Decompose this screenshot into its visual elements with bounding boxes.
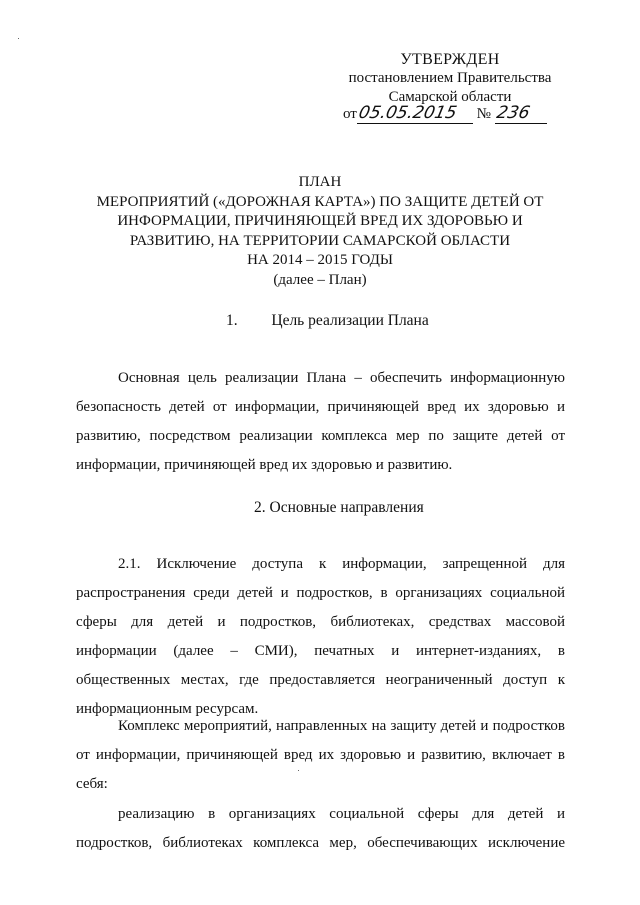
section-2-title: Основные направления bbox=[269, 499, 424, 516]
paragraph-line: 2.1. Исключение доступа к информации, запрещенной для bbox=[118, 556, 565, 572]
section-2-paragraph-1 bbox=[76, 550, 565, 724]
paragraph-line: Комплекс мероприятий, направленных на защиту детей и подростков bbox=[118, 718, 565, 734]
section-2-heading bbox=[254, 499, 424, 517]
number-field bbox=[495, 103, 547, 124]
title-line-4: РАЗВИТИЮ, НА ТЕРРИТОРИИ САМАРСКОЙ ОБЛАСТИ bbox=[129, 232, 511, 249]
paragraph-line: от информации, причиняющей вред их здоровью и развитию, включает в bbox=[76, 747, 565, 763]
approval-block bbox=[330, 50, 570, 107]
approval-date-line bbox=[343, 103, 547, 124]
title-line-3: ИНФОРМАЦИИ, ПРИЧИНЯЮЩЕЙ ВРЕД ИХ ЗДОРОВЬЮ И bbox=[117, 213, 523, 229]
paragraph-line: себя: bbox=[76, 776, 108, 792]
paragraph-line: распространения среди детей и подростков, в организациях социальной bbox=[76, 585, 565, 601]
section-2-number: 2. bbox=[254, 499, 266, 516]
number-prefix: № bbox=[476, 106, 491, 122]
approval-line-1: постановлением Правительства bbox=[348, 70, 552, 86]
paragraph-line: общественных местах, где предоставляется неограниченный доступ к bbox=[76, 672, 565, 688]
section-1-title: Цель реализации Плана bbox=[271, 312, 429, 329]
section-1-heading bbox=[226, 312, 429, 330]
title-line-2: МЕРОПРИЯТИЙ («ДОРОЖНАЯ КАРТА») ПО ЗАЩИТЕ ДЕТЕЙ ОТ bbox=[96, 193, 544, 210]
paragraph-line: безопасность детей от информации, причиняющей вред их здоровью и bbox=[76, 399, 565, 415]
paragraph-line: Основная цель реализации Плана – обеспечить информационную bbox=[118, 370, 565, 386]
paragraph-line: сферы для детей и подростков, библиотеках, средствах массовой bbox=[76, 614, 565, 630]
handwritten-date: 05.05.2015 bbox=[356, 103, 459, 123]
section-2-paragraph-3 bbox=[76, 800, 565, 858]
paragraph-line: развитию, посредством реализации комплекса мер по защите детей от bbox=[76, 428, 565, 444]
approval-line-2: Самарской области bbox=[388, 89, 512, 105]
section-1-number: 1. bbox=[226, 312, 238, 329]
scan-speck bbox=[18, 38, 19, 39]
title-line-1: ПЛАН bbox=[298, 174, 342, 190]
paragraph-line: реализацию в организациях социальной сферы для детей и bbox=[118, 806, 565, 822]
paragraph-line: подростков, библиотеках комплекса мер, обеспечивающих исключение bbox=[76, 835, 565, 851]
title-line-5: НА 2014 – 2015 ГОДЫ bbox=[247, 252, 393, 268]
handwritten-number: 236 bbox=[494, 103, 532, 123]
date-field bbox=[357, 103, 473, 124]
section-2-paragraph-2 bbox=[76, 712, 565, 799]
title-line-6: (далее – План) bbox=[273, 271, 367, 288]
date-prefix: от bbox=[343, 106, 357, 122]
paragraph-line: информации, причиняющей вред их здоровью и развитию. bbox=[76, 457, 453, 473]
paragraph-line: информационным ресурсам. bbox=[76, 701, 259, 717]
approval-heading: УТВЕРЖДЕН bbox=[400, 51, 500, 68]
section-1-paragraph bbox=[76, 364, 565, 480]
document-title bbox=[70, 173, 570, 290]
paragraph-line: информации (далее – СМИ), печатных и интернет-изданиях, в bbox=[76, 643, 565, 659]
